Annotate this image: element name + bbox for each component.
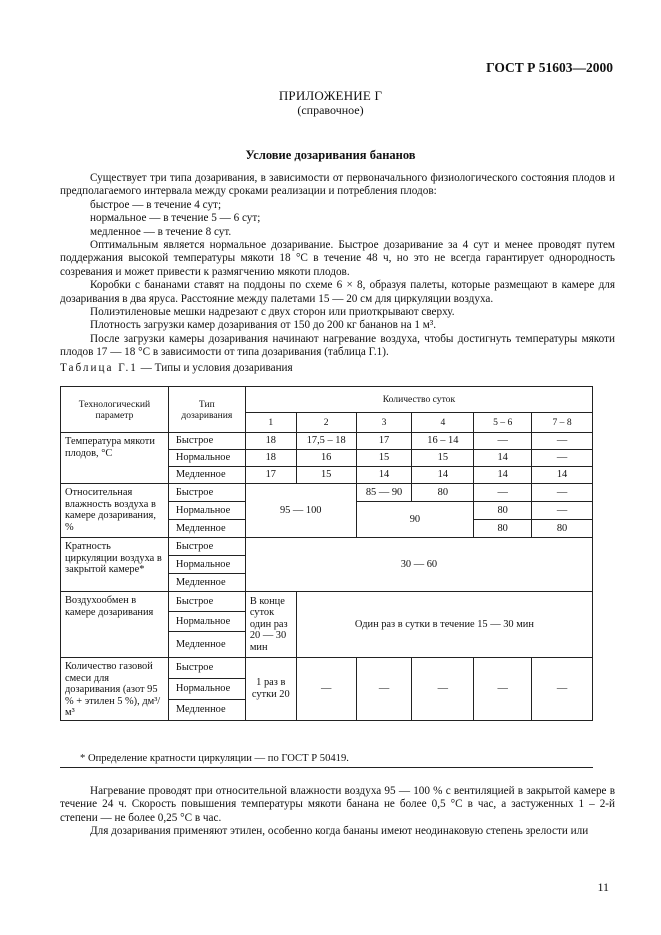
table-cell: 85 — 90 <box>356 484 412 502</box>
table-cell: — <box>532 658 593 721</box>
type-normal: Нормальное <box>168 612 245 632</box>
table-cell: — <box>412 658 474 721</box>
header-day: 4 <box>412 413 474 433</box>
table-cell: 17 <box>245 467 296 484</box>
table-footnote: * Определение кратности циркуляции — по ГОСТ Р 50419. <box>60 751 593 768</box>
table-cell: 14 <box>474 450 532 467</box>
header-param: Технологический параметр <box>61 387 169 433</box>
type-slow: Медленное <box>168 574 245 592</box>
table-cell: — <box>532 502 593 520</box>
appendix-subtitle: (справочное) <box>297 103 364 117</box>
table-cell: 30 — 60 <box>245 538 592 592</box>
ripening-table <box>60 386 593 721</box>
paragraph: Нагревание проводят при относительной влажности воздуха 95 — 100 % с вентиляцией в закрытой камере в течение 24 ч. Скорость повышения температуры мякоти банана не более 0,5 °С в час, а застуженных 1 – 2-й степени — не более 0,25 °С в час. <box>60 785 615 824</box>
table-cell: 17 <box>356 433 412 450</box>
type-slow: Медленное <box>168 699 245 720</box>
table-cell: 14 <box>356 467 412 484</box>
type-slow: Медленное <box>168 632 245 658</box>
table-cell: 16 <box>296 450 356 467</box>
section-title: Условие дозаривания бананов <box>245 148 416 162</box>
table-cell: — <box>474 658 532 721</box>
param-circulation: Кратность циркуляции воздуха в закрытой камере* <box>61 538 169 592</box>
table-cell: 95 — 100 <box>245 484 356 538</box>
table-cell: 80 <box>532 520 593 538</box>
table-cell: — <box>474 484 532 502</box>
table-cell: 17,5 – 18 <box>296 433 356 450</box>
table-cell: 15 <box>356 450 412 467</box>
table-cell: 18 <box>245 450 296 467</box>
table-caption-prefix: Таблица Г.1 <box>60 362 138 374</box>
param-humidity: Относительная влажность воздуха в камере дозаривания, % <box>61 484 169 538</box>
paragraph: быстрое — в течение 4 сут; <box>90 198 222 211</box>
table-cell: 18 <box>245 433 296 450</box>
type-normal: Нормальное <box>168 502 245 520</box>
param-temperature: Температура мякоти плодов, °С <box>61 433 169 484</box>
table-cell: — <box>532 450 593 467</box>
table-cell: 15 <box>412 450 474 467</box>
header-day: 2 <box>296 413 356 433</box>
type-normal: Нормальное <box>168 678 245 699</box>
paragraph: После загрузки камеры дозаривания начинают нагревание воздуха, чтобы достигнуть температуры мякоти плодов 17 — 18 °С в зависимости от типа дозаривания (таблица Г.1). <box>60 332 615 359</box>
param-air-exchange: Воздухообмен в камере дозаривания <box>61 592 169 658</box>
paragraph: Полиэтиленовые мешки надрезают с двух сторон или приоткрывают сверху. <box>90 306 455 319</box>
param-gas-mixture: Количество газовой смеси для дозаривания (азот 95 % + этилен 5 %), дм³/м³ <box>61 658 169 721</box>
table-cell: 1 раз в сутки 20 <box>245 658 296 721</box>
intro-text <box>60 172 615 360</box>
page-number: 11 <box>597 880 609 894</box>
appendix-title: ПРИЛОЖЕНИЕ Г <box>278 88 383 103</box>
type-slow: Медленное <box>168 520 245 538</box>
closing-text <box>60 785 615 839</box>
table-cell: 14 <box>474 467 532 484</box>
paragraph: нормальное — в течение 5 — 6 сут; <box>90 212 261 225</box>
type-fast: Быстрое <box>168 484 245 502</box>
paragraph: Коробки с бананами ставят на поддоны по схеме 6 × 8, образуя палеты, которые размещают в камере для дозаривания в два яруса. Расстояние между палетами 15 — 20 см для циркуляции воздуха. <box>60 279 615 305</box>
table-cell: — <box>532 484 593 502</box>
table-cell: Один раз в сутки в течение 15 — 30 мин <box>296 592 592 658</box>
table-cell: — <box>474 433 532 450</box>
table-cell: 80 <box>474 520 532 538</box>
type-fast: Быстрое <box>168 433 245 450</box>
header-day: 3 <box>356 413 412 433</box>
table-cell: — <box>356 658 412 721</box>
table-caption-rest: — Типы и условия дозаривания <box>137 362 293 374</box>
table-caption <box>60 362 293 374</box>
table-cell: — <box>532 433 593 450</box>
paragraph: медленное — в течение 8 сут. <box>90 225 232 238</box>
paragraph: Плотность загрузки камер дозаривания от 150 до 200 кг бананов на 1 м³. <box>90 319 437 332</box>
type-fast: Быстрое <box>168 592 245 612</box>
paragraph: Для дозаривания применяют этилен, особенно когда бананы имеют неодинаковую степень зрелости или <box>90 825 589 838</box>
paragraph: Существует три типа дозаривания, в зависимости от первоначального физиологического состояния плодов и предполагаемого интервала между сроками реализации и потребления плодов: <box>60 172 615 198</box>
type-slow: Медленное <box>168 467 245 484</box>
type-normal: Нормальное <box>168 450 245 467</box>
table-cell: 90 <box>356 502 474 538</box>
header-day: 7 – 8 <box>532 413 593 433</box>
paragraph: Оптимальным является нормальное дозаривание. Быстрое дозаривание за 4 сут и менее проводят путем поддержания высокой температуры мякоти 18 °С в течение 48 ч, но это не всегда гарантирует однородность созревания и может привести к размягчению мякоти плодов. <box>60 239 615 278</box>
header-days: Количество суток <box>245 387 592 413</box>
header-day: 1 <box>245 413 296 433</box>
header-type: Тип дозаривания <box>168 387 245 433</box>
standard-number: ГОСТ Р 51603—2000 <box>486 60 613 75</box>
table-cell: 16 – 14 <box>412 433 474 450</box>
type-fast: Быстрое <box>168 658 245 679</box>
table-cell: 14 <box>532 467 593 484</box>
type-fast: Быстрое <box>168 538 245 556</box>
table-cell: 80 <box>474 502 532 520</box>
table-cell: В конце суток один раз 20 — 30 мин <box>245 592 296 658</box>
header-day: 5 – 6 <box>474 413 532 433</box>
table-cell: 80 <box>412 484 474 502</box>
table-cell: 15 <box>296 467 356 484</box>
table-cell: 14 <box>412 467 474 484</box>
table-cell: — <box>296 658 356 721</box>
type-normal: Нормальное <box>168 556 245 574</box>
